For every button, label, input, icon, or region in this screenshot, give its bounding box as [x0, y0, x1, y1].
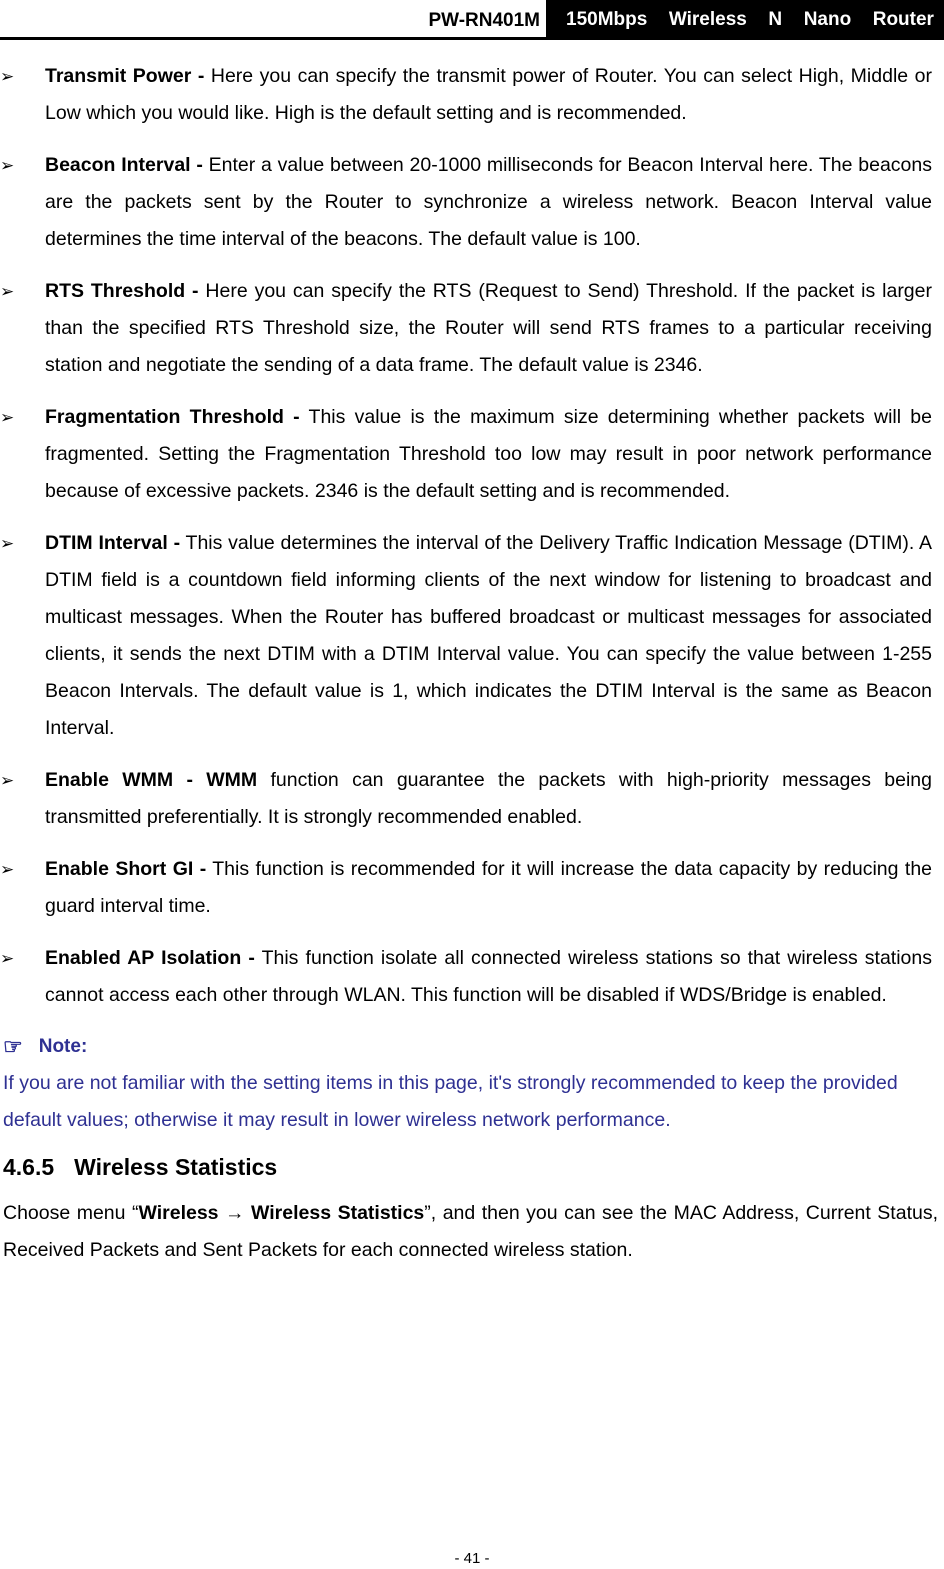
bullet-description: This function is recommended for it will increase the data capacity by reducing the guard interval time.	[45, 858, 933, 917]
bullet-description: This function isolate all connected wireless stations so that wireless stations cannot access each other through WLAN. This function will be disabled if WDS/Bridge is enabled.	[45, 947, 932, 1006]
page-number: - 41 -	[454, 1550, 490, 1567]
header-product-word: Nano	[803, 9, 852, 30]
bullet-term: Beacon Interval -	[45, 154, 203, 176]
bullet-item	[0, 58, 944, 132]
bullet-arrow-icon: ➢	[0, 282, 15, 301]
paragraph-suffix: ”, and then you can see the MAC Address, Current Status, Received Packets and Sent Packets for each connected wireless station.	[3, 1202, 938, 1261]
menu-arrow: →	[218, 1202, 252, 1224]
bullet-arrow-icon: ➢	[0, 771, 15, 790]
bullet-description: Here you can specify the RTS (Request to Send) Threshold. If the packet is larger than the specified RTS Threshold size, the Router will send RTS frames to a particular receiving station and negotiate the sending of a data frame. The default value is 2346.	[45, 280, 932, 376]
header-product-word: N	[768, 9, 783, 30]
bullet-arrow-icon: ➢	[0, 860, 15, 879]
bullet-description: Enter a value between 20-1000 milliseconds for Beacon Interval here. The beacons are the packets sent by the Router to synchronize a wireless network. Beacon Interval value determines the time interval of the beacons. The default value is 100.	[45, 154, 932, 250]
bullet-term: RTS Threshold -	[45, 280, 199, 302]
bullet-item	[0, 762, 944, 836]
menu-wireless-statistics: Wireless Statistics	[251, 1202, 425, 1224]
bullet-term: Enable WMM - WMM	[45, 769, 258, 791]
bullet-arrow-icon: ➢	[0, 534, 15, 553]
bullet-item	[0, 940, 944, 1014]
bullet-item	[0, 147, 944, 258]
header-rule	[0, 37, 944, 40]
bullet-item	[0, 525, 944, 747]
bullet-arrow-icon: ➢	[0, 67, 15, 86]
body-paragraph	[0, 1195, 944, 1269]
bullet-description: This value is the maximum size determining whether packets will be fragmented. Setting the Fragmentation Threshold too low may result in poor network performance because of excessive packets. 2346 is the default setting and is recommended.	[45, 406, 932, 502]
paragraph-prefix: Choose menu “	[3, 1202, 139, 1224]
bullet-description: Here you can specify the transmit power of Router. You can select High, Middle or Low which you would like. High is the default setting and is recommended.	[45, 65, 932, 124]
note-label: Note:	[38, 1036, 88, 1057]
bullet-item	[0, 851, 944, 925]
menu-wireless: Wireless	[138, 1202, 219, 1224]
bullet-term: Transmit Power -	[45, 65, 205, 87]
bullet-item	[0, 399, 944, 510]
bullet-term: Enable Short GI -	[45, 858, 207, 880]
bullet-item	[0, 273, 944, 384]
bullet-description: function can guarantee the packets with high-priority messages being transmitted preferentially. It is strongly recommended enabled.	[45, 769, 932, 828]
bullet-arrow-icon: ➢	[0, 156, 15, 175]
bullet-description: This value determines the interval of the Delivery Traffic Indication Message (DTIM). A DTIM field is a countdown field informing clients of the next window for listening to broadcast and multicast messages. When the Router has buffered broadcast or multicast messages for associated clients, it sends the next DTIM with a DTIM Interval value. You can specify the value between 1-255 Beacon Intervals. The default value is 1, which indicates the DTIM Interval is the same as Beacon Interval.	[45, 532, 932, 739]
bullet-arrow-icon: ➢	[0, 408, 15, 427]
bullet-term: Enabled AP Isolation -	[45, 947, 255, 969]
section-number: 4.6.5	[3, 1153, 55, 1180]
bullet-arrow-icon: ➢	[0, 949, 15, 968]
header-product	[546, 0, 944, 40]
header-model: PW-RN401M	[428, 10, 540, 31]
bullet-list	[0, 58, 944, 1014]
page-content	[0, 58, 944, 1269]
header-product-word: 150Mbps	[566, 9, 648, 30]
note-heading	[0, 1029, 944, 1065]
header-product-word: Router	[872, 9, 934, 30]
bullet-term: DTIM Interval -	[45, 532, 181, 554]
page-header	[0, 0, 944, 40]
bullet-term: Fragmentation Threshold -	[45, 406, 300, 428]
section-heading	[0, 1147, 944, 1187]
header-product-word: Wireless	[668, 9, 747, 30]
pointing-hand-icon: ☞	[3, 1034, 23, 1059]
note-block	[0, 1029, 944, 1139]
section-title: Wireless Statistics	[74, 1153, 278, 1180]
note-text: If you are not familiar with the setting items in this page, it's strongly recommended to keep the provided default values; otherwise it may result in lower wireless network performance.	[3, 1072, 898, 1131]
